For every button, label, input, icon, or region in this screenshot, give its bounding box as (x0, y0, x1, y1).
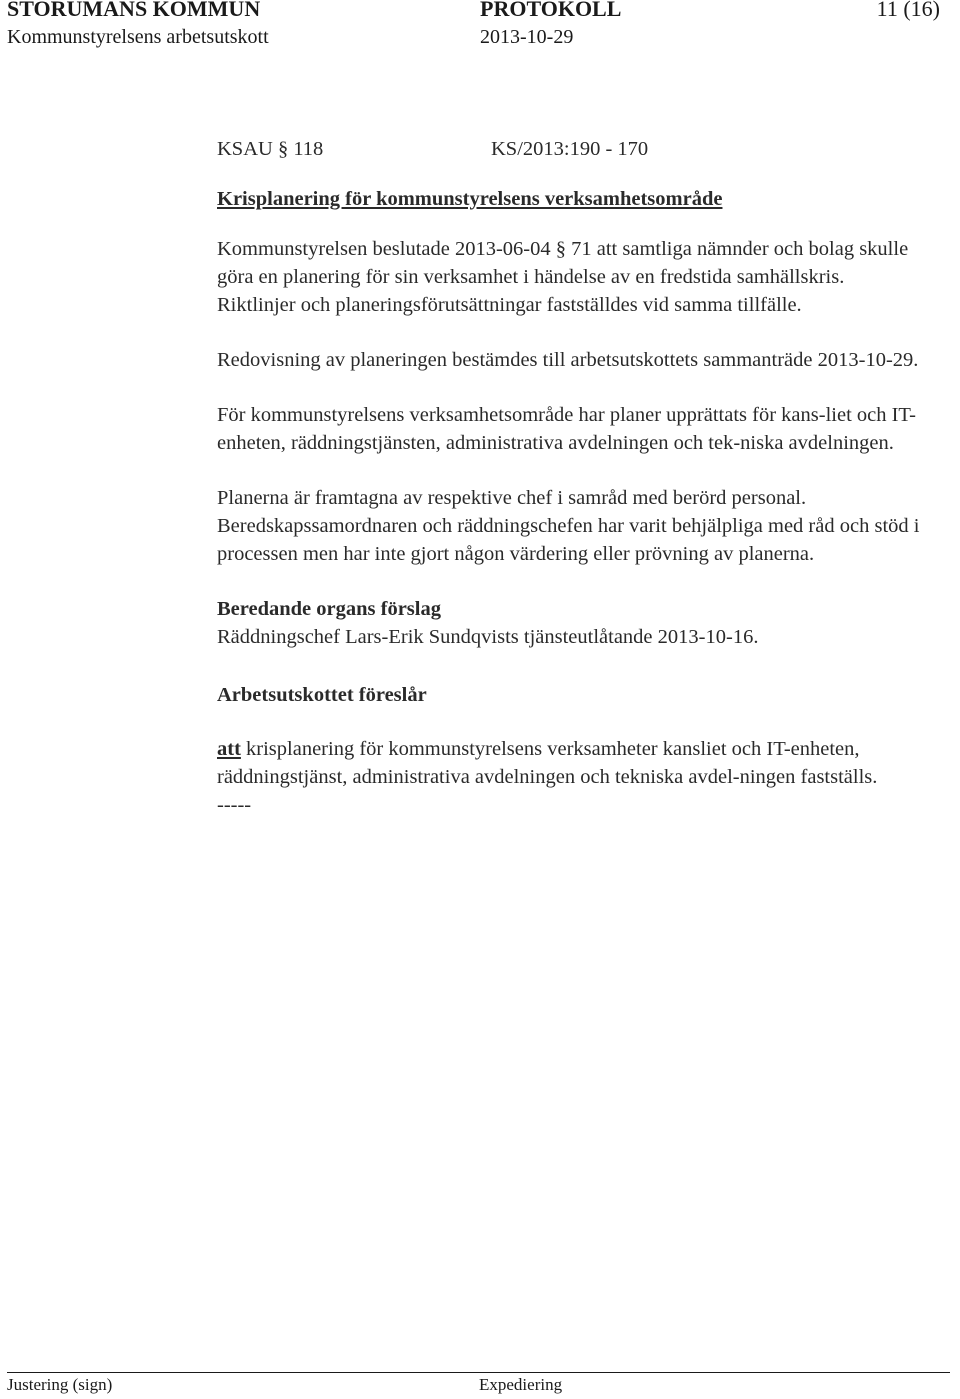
case-number: KS/2013:190 - 170 (491, 138, 649, 160)
footer-expediering: Expediering (479, 1375, 563, 1394)
committee-name: Kommunstyrelsens arbetsutskott (7, 26, 269, 48)
footer-justering: Justering (sign) (7, 1375, 113, 1394)
preparing-body-heading: Beredande organs förslag (217, 598, 441, 620)
document-type: PROTOKOLL (480, 0, 622, 21)
header-row-secondary (7, 26, 940, 54)
minutes-content (217, 135, 927, 819)
header-row-primary (7, 0, 940, 24)
municipality-name: STORUMANS KOMMUN (7, 0, 261, 21)
proposal-text (217, 735, 927, 791)
paragraph-reporting: Redovisning av planeringen bestämdes till arbetsutskottets sammanträde 2013-10-29. (217, 349, 919, 371)
att-keyword: att (217, 738, 241, 760)
paragraph-plans: För kommunstyrelsens verksamhetsområde har planer upprättats för kans-liet och IT-enheten, räddningstjänsten, administrativa avdelningen och tek-niska avdelningen. (217, 404, 916, 454)
paragraph-background: Kommunstyrelsen beslutade 2013-06-04 § 71 att samtliga nämnder och bolag skulle göra en planering för sin verksamhet i händelse av en fredstida samhällskris. Riktlinjer och planeringsförutsättningar fastställdes vid samma tillfälle. (217, 238, 909, 316)
paragraph-authors: Planerna är framtagna av respektive chef i samråd med berörd personal. (217, 487, 807, 509)
page-header (0, 0, 960, 60)
paragraph-support: Beredskapssamordnaren och räddningschefen har varit behjälpliga med råd och stöd i processen men har inte gjort någon värdering eller prövning av planerna. (217, 515, 920, 565)
end-marker: ----- (217, 794, 252, 816)
proposal-heading: Arbetsutskottet föreslår (217, 684, 427, 706)
meeting-date: 2013-10-29 (480, 26, 574, 48)
paragraph-number: KSAU § 118 (217, 138, 324, 160)
case-reference-line (217, 135, 927, 163)
proposal-body: krisplanering för kommunstyrelsens verksamheter kansliet och IT-enheten, räddningstjänst, administrativa avdelningen och tekniska avdel-ningen fastställs. (217, 738, 878, 788)
preparing-body-text: Räddningschef Lars-Erik Sundqvists tjänsteutlåtande 2013-10-16. (217, 626, 759, 648)
footer-divider (7, 1372, 950, 1373)
case-title: Krisplanering för kommunstyrelsens verksamhetsområde (217, 188, 723, 210)
page-number: 11 (16) (876, 0, 940, 21)
